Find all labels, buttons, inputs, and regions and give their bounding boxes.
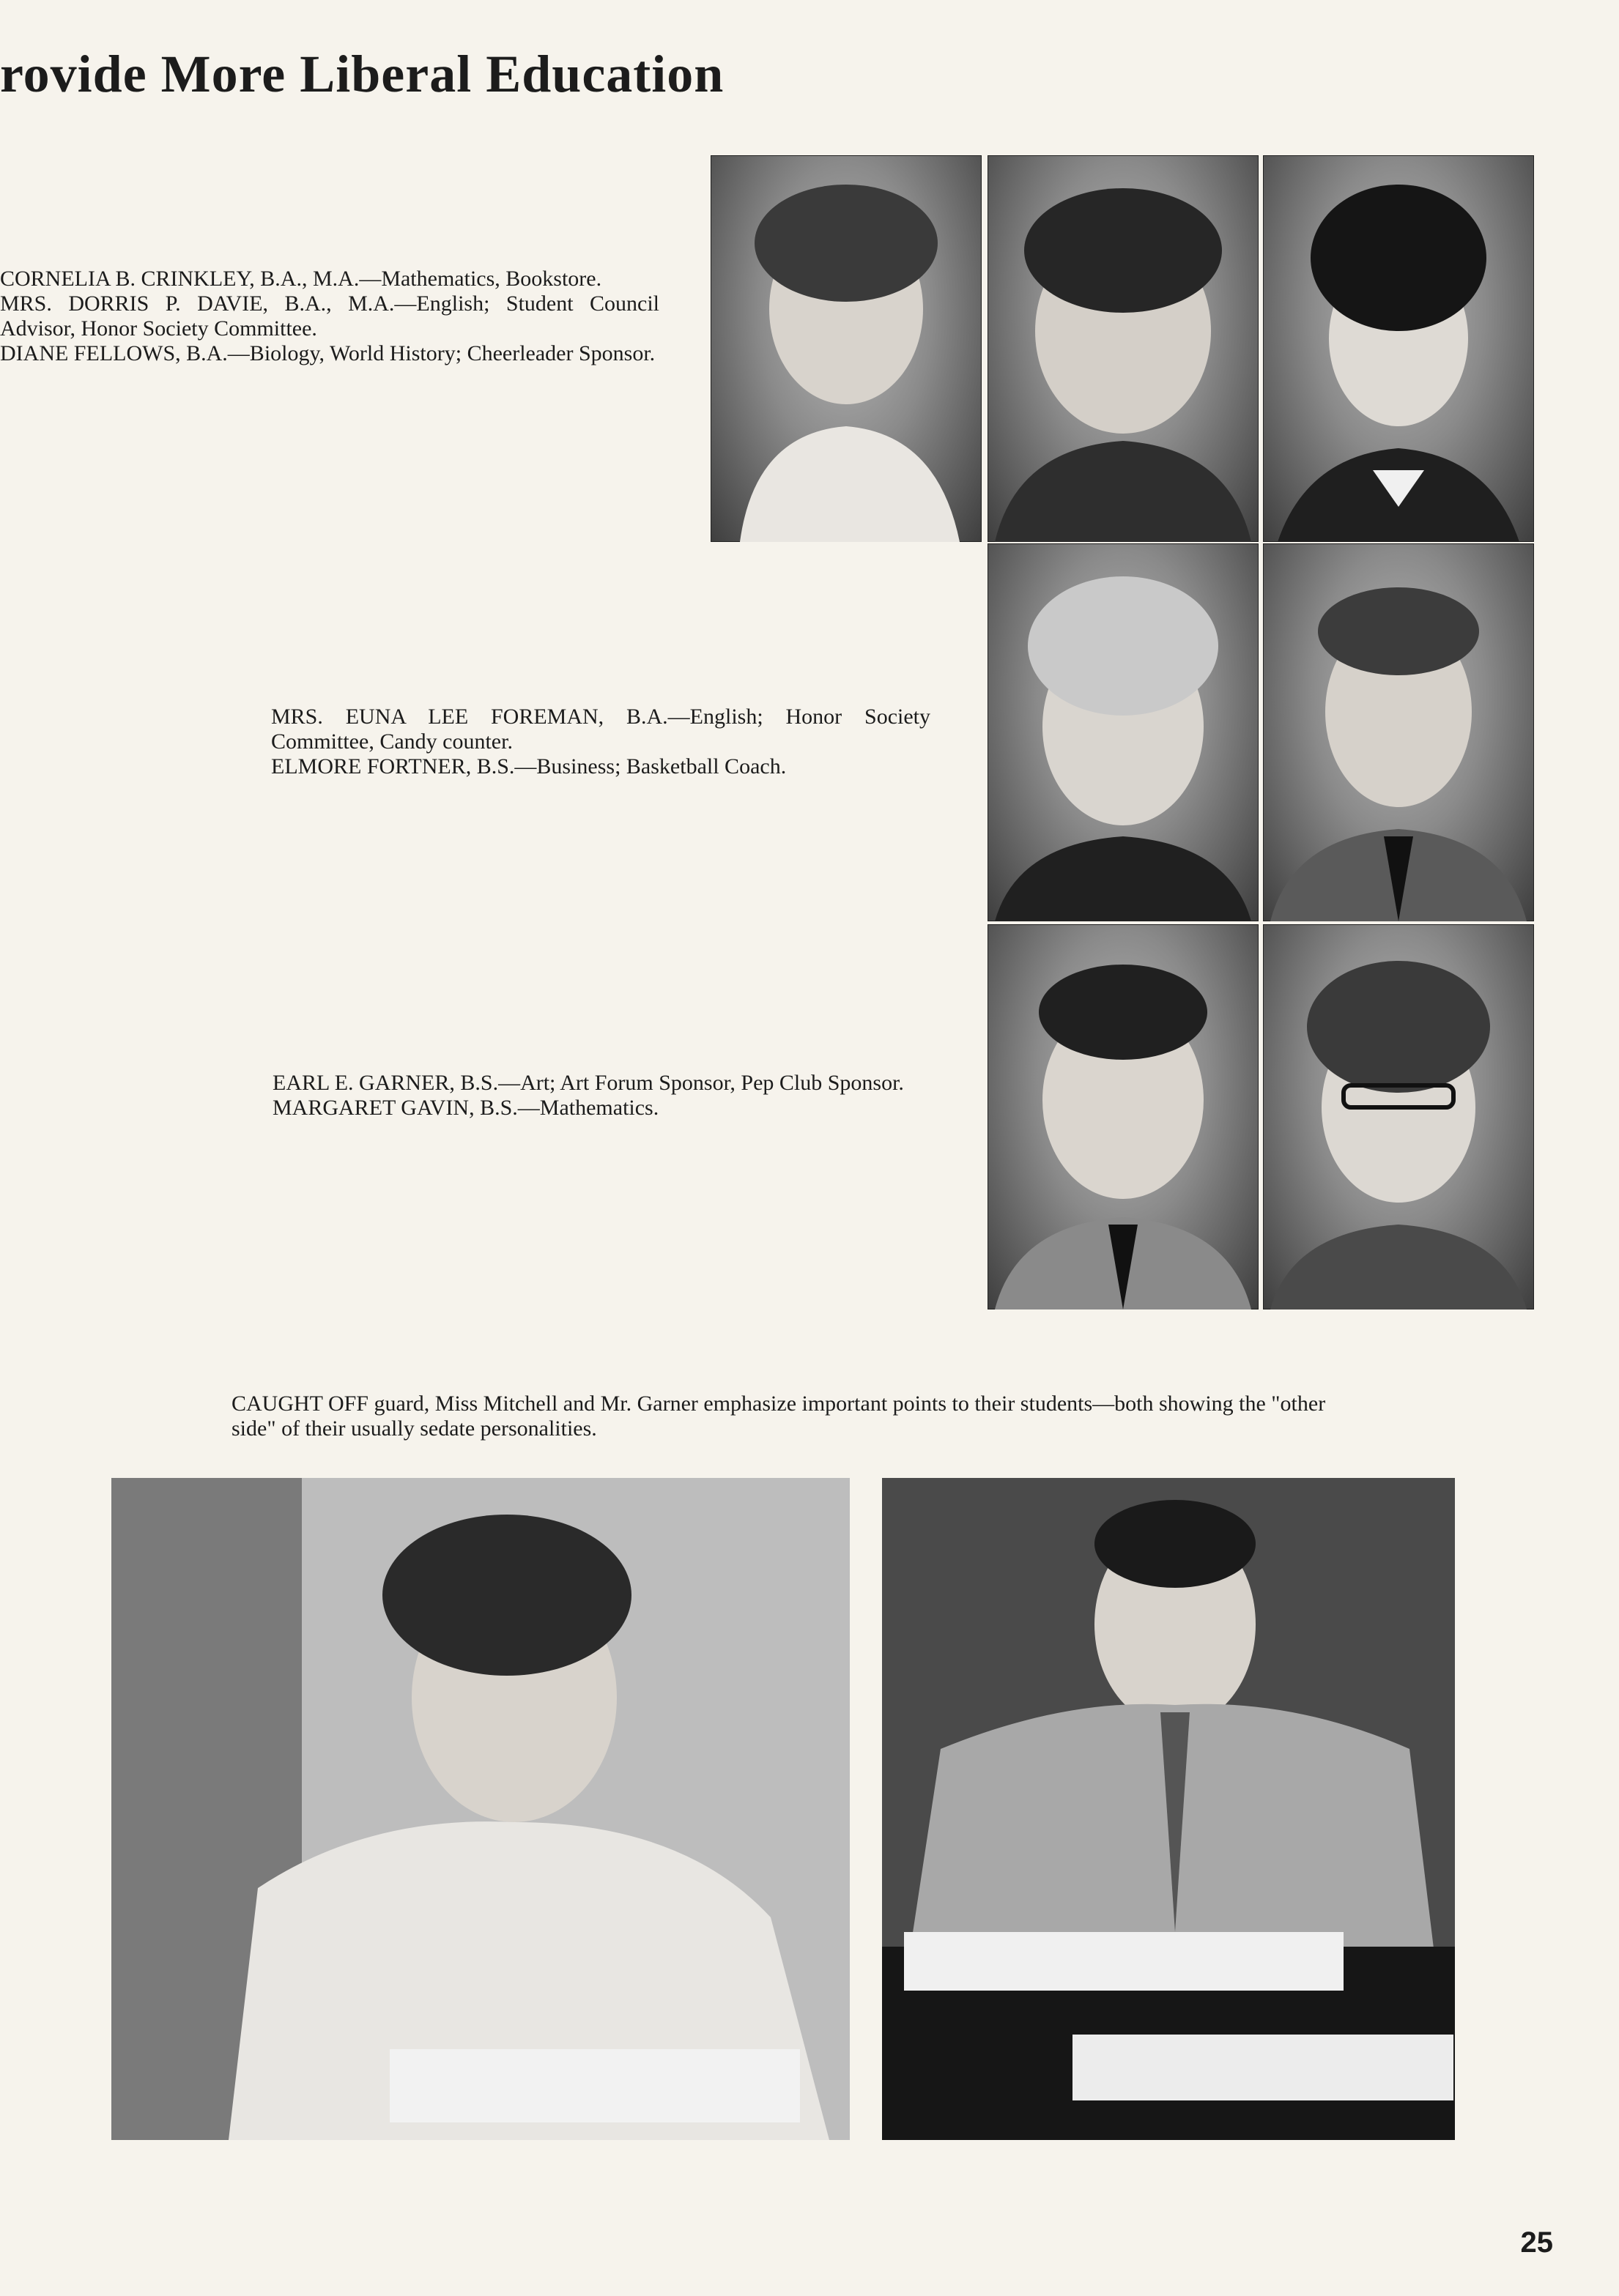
bio-block-1 — [0, 267, 659, 366]
portrait-garner — [988, 924, 1259, 1309]
bio-fellows: DIANE FELLOWS, B.A.—Biology, World History; Cheerleader Sponsor. — [0, 341, 656, 365]
bio-gavin: MARGARET GAVIN, B.S.—Mathematics. — [273, 1096, 659, 1120]
candid-photo-mitchell — [111, 1478, 850, 2140]
portrait-fortner — [1263, 543, 1534, 921]
page-number: 25 — [1520, 2226, 1553, 2259]
bio-fortner: ELMORE FORTNER, B.S.—Business; Basketball Coach. — [271, 754, 787, 779]
page-title: rovide More Liberal Education — [0, 45, 725, 103]
portrait-gavin — [1263, 924, 1534, 1309]
bio-block-3 — [273, 1071, 930, 1121]
bio-garner: EARL E. GARNER, B.S.—Art; Art Forum Sponsor, Pep Club Sponsor. — [273, 1071, 904, 1095]
portrait-fellows — [1263, 155, 1534, 542]
bio-crinkley: CORNELIA B. CRINKLEY, B.A., M.A.—Mathematics, Bookstore. — [0, 267, 602, 291]
portrait-davie — [988, 155, 1259, 542]
bio-foreman: MRS. EUNA LEE FOREMAN, B.A.—English; Honor Society Committee, Candy counter. — [271, 705, 930, 754]
bio-davie: MRS. DORRIS P. DAVIE, B.A., M.A.—English; Student Council Advisor, Honor Society Committee. — [0, 291, 659, 341]
candid-photo-garner — [882, 1478, 1455, 2140]
portrait-crinkley — [711, 155, 982, 542]
bio-block-2 — [271, 705, 930, 779]
photo-caption: CAUGHT OFF guard, Miss Mitchell and Mr. Garner emphasize important points to their students—both showing the "other side" of their usually sedate personalities. — [231, 1392, 1326, 1441]
portrait-foreman — [988, 543, 1259, 921]
